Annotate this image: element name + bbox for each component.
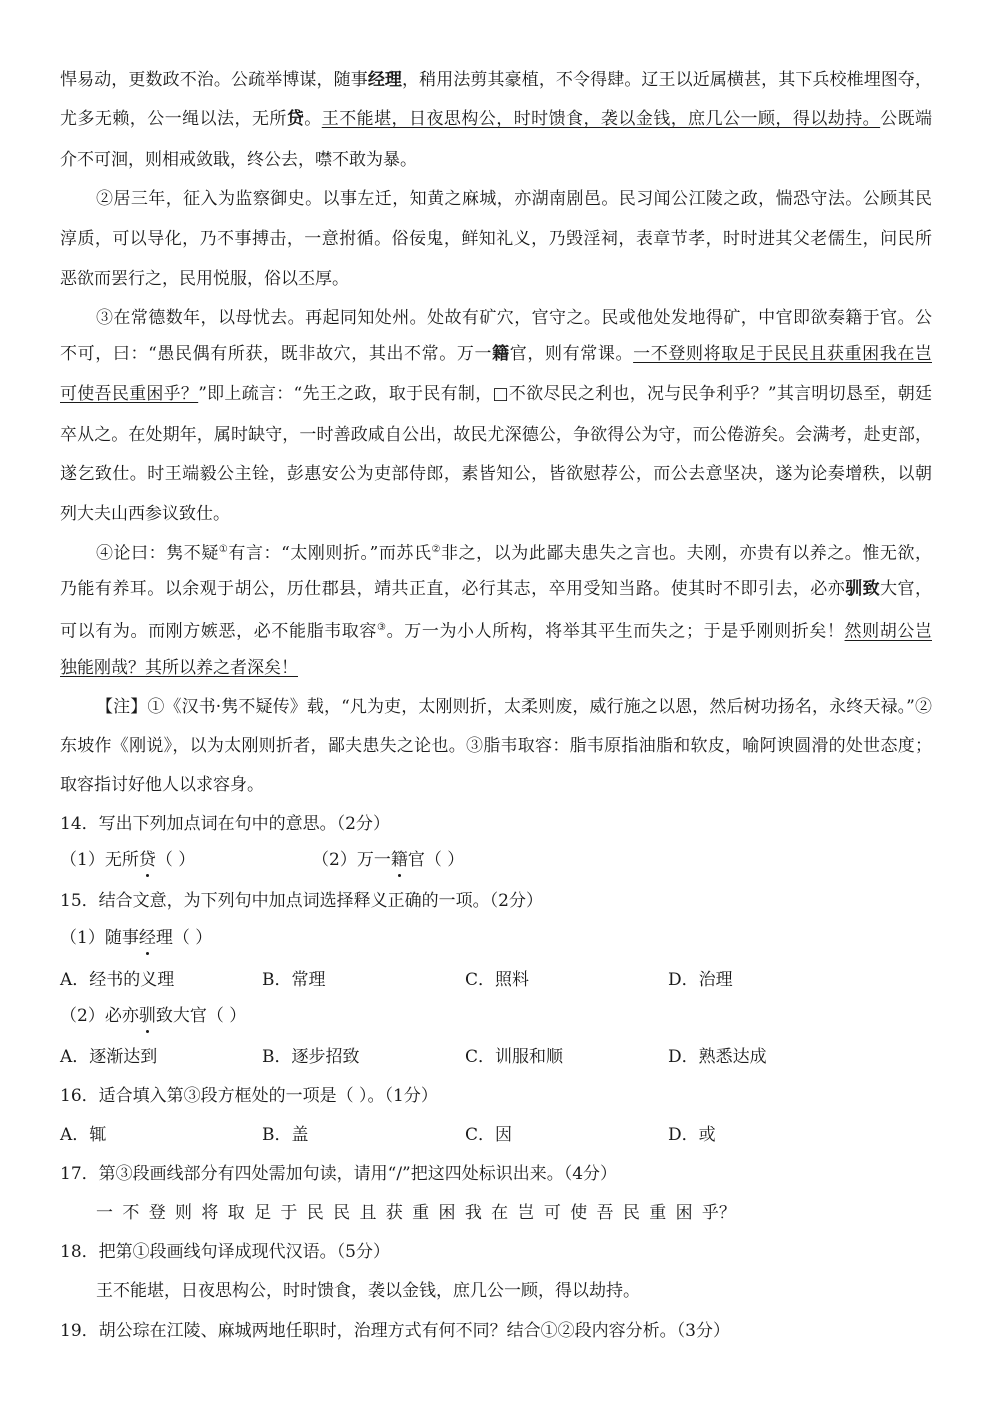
q17-char: 吾 [596, 1203, 614, 1223]
question-14-stem: 14．写出下列加点词在句中的意思。（2分） [60, 814, 390, 834]
q17-char: 且 [359, 1203, 377, 1223]
para3-line3: 可使吾民重困乎？”即上疏言：“先王之政，取于民有制，□不欲尽民之利也，况与民争利乎？”其言明切恳至，朝廷 [60, 384, 932, 404]
q17-char: 登 [148, 1203, 166, 1223]
q17-char: 一 [96, 1203, 113, 1223]
para1-line3: 介不可洄，则相戒敛戢，终公去，噤不敢为暴。 [60, 150, 417, 170]
footnote-mark: ③ [377, 622, 387, 633]
question-17-stem: 17．第③段画线部分有四处需加句读，请用“/”把这四处标识出来。（4分） [60, 1164, 618, 1184]
q15-1-option-d: D．治理 [668, 970, 733, 990]
q15-2-option-b: B．逐步招致 [262, 1047, 360, 1067]
note-line2: 东坡作《刚说》，以为太刚则折者，鄙夫患失之论也。③脂韦取容：脂韦原指油脂和软皮，喻阿谀圆滑的处世态度； [60, 736, 932, 756]
question-15-item2: （2）必亦驯致大官（ ） [60, 1006, 247, 1026]
dotted-char: 驯 [845, 579, 863, 599]
dotted-char: 驯 [138, 1006, 156, 1026]
para4-line2: 乃能有养耳。以余观于胡公，历仕郡县，靖共正直，必行其志，卒用受知当路。使其时不即引去，必亦驯致大官， [60, 579, 932, 599]
q15-1-option-a: A．经书的义理 [60, 970, 175, 990]
q17-char: 重 [412, 1203, 430, 1223]
underlined-sentence: 独能刚哉？其所以养之者深矣！ [60, 658, 298, 678]
q17-char: 民 [306, 1203, 324, 1223]
para2-line2: 淳质，可以导化，乃不事搏击，一意拊循。俗佞鬼，鲜知礼义，乃毁淫祠，表章节孝，时时进其父老儒生，问民所 [60, 229, 932, 249]
para3-line6: 列大夫山西参议致仕。 [60, 504, 230, 524]
footnote-mark: ② [431, 544, 442, 555]
para4-line4 [60, 657, 932, 679]
q15-1-option-c: C．照料 [465, 970, 530, 990]
q17-char: 在 [491, 1203, 509, 1223]
q17-char: 将 [201, 1203, 219, 1223]
dotted-char: 籍 [492, 344, 510, 364]
q17-char: 使 [570, 1203, 588, 1223]
q17-char: 不 [122, 1203, 140, 1223]
q17-char: 足 [254, 1203, 272, 1223]
q17-char: 乎？ [701, 1203, 736, 1223]
q16-option-c: C．因 [465, 1125, 513, 1145]
question-18-stem: 18．把第①段画线句译成现代汉语。（5分） [60, 1242, 390, 1262]
q17-char: 取 [227, 1203, 245, 1223]
q17-char: 民 [622, 1203, 640, 1223]
q16-option-a: A．辄 [60, 1125, 107, 1145]
para2-line1: ②居三年，征入为监察御史。以事左迁，知黄之麻城，亦湖南剧邑。民习闻公江陵之政，惴恐守法。公顾其民 [96, 189, 932, 209]
para2-line3: 恶欲而罢行之，民用悦服，俗以丕厚。 [60, 269, 349, 289]
dotted-char: 经 [138, 928, 156, 948]
q16-option-d: D．或 [668, 1125, 716, 1145]
q17-char: 可 [543, 1203, 561, 1223]
underlined-sentence: 王不能堪，日夜思构公，时时馈食，袭以金钱，庶几公一顾，得以劫持。 [321, 109, 881, 129]
underlined-sentence: 一不登则将取足于民民且获重困我在岂 [633, 344, 932, 364]
note-line3: 取容指讨好他人以求容身。 [60, 775, 264, 795]
q15-2-option-c: C．训服和顺 [465, 1047, 564, 1067]
q17-char: 于 [280, 1203, 298, 1223]
para1-line1: 悍易动，更数政不治。公疏举博谋，随事经理，稍用法剪其豪植，不令得肆。辽王以近属横甚，其下兵校椎埋图夺， [60, 70, 932, 90]
q17-char: 困 [675, 1203, 693, 1223]
para4-line1: ④论曰：隽不疑①有言：“太刚则折。”而苏氏②非之，以为此鄙夫患失之言也。夫刚，亦贵有以养之。惟无欲， [96, 543, 932, 564]
footnote-mark: ① [218, 544, 229, 555]
para4-line3: 可以有为。而刚方嫉恶，必不能脂韦取容③。万一为小人所构，将举其平生而失之；于是乎刚则折矣！然则胡公岂 [60, 621, 932, 642]
underlined-sentence: 然则胡公岂 [844, 621, 932, 642]
question-15-stem: 15．结合文意，为下列句中加点词选择释义正确的一项。（2分） [60, 891, 543, 911]
question-14-item1: （1）无所贷（ ） [60, 850, 196, 870]
underlined-sentence: 可使吾民重困乎？ [60, 384, 199, 404]
dotted-char: 贷 [138, 850, 156, 870]
para3-line2: 不可，曰：“愚民偶有所获，既非故穴，其出不常。万一籍官，则有常课。一不登则将取足于民民且获重困我在岂 [60, 344, 932, 364]
q17-char: 我 [464, 1203, 482, 1223]
q15-1-option-b: B．常理 [262, 970, 326, 990]
question-16-stem: 16．适合填入第③段方框处的一项是（ ）。（1分） [60, 1086, 438, 1106]
q17-char: 获 [385, 1203, 403, 1223]
q17-char: 困 [438, 1203, 456, 1223]
para3-line4: 卒从之。在处期年，属时缺守，一时善政咸自公出，故民尤深德公，争欲得公为守，而公倦游矣。会满考，赴吏部， [60, 425, 932, 445]
question-17-spaced-text [96, 1202, 736, 1224]
question-15-item1: （1）随事经理（ ） [60, 928, 213, 948]
para3-line1: ③在常德数年，以母忧去。再起同知处州。处故有矿穴，官守之。民或他处发地得矿，中官即欲奏籍于官。公 [96, 308, 932, 328]
question-14-item2: （2）万一籍官（ ） [312, 850, 465, 870]
q16-option-b: B．盖 [262, 1125, 309, 1145]
q17-char: 重 [649, 1203, 667, 1223]
note-line1: 【注】①《汉书·隽不疑传》载，“凡为吏，太刚则折，太柔则废，威行施之以恩，然后树功扬名，永终天禄。”② [96, 697, 932, 717]
dotted-char: 贷 [286, 109, 304, 129]
q17-char: 岂 [517, 1203, 535, 1223]
q15-2-option-a: A．逐渐达到 [60, 1047, 158, 1067]
dotted-char: 籍 [390, 850, 408, 870]
q17-char: 民 [333, 1203, 351, 1223]
q15-2-option-d: D．熟悉达成 [668, 1047, 767, 1067]
question-18-sentence: 王不能堪，日夜思构公，时时馈食，袭以金钱，庶几公一顾，得以劫持。 [96, 1281, 640, 1301]
q17-char: 则 [175, 1203, 193, 1223]
para3-line5: 遂乞致仕。时王端毅公主铨，彭惠安公为吏部侍郎，素皆知公，皆欲慰荐公，而公去意坚决，遂为论奏增秩，以朝 [60, 464, 932, 484]
para1-line2: 尤多无赖，公一绳以法，无所贷。王不能堪，日夜思构公，时时馈食，袭以金钱，庶几公一顾，得以劫持。公既端 [60, 109, 932, 129]
question-19-stem: 19．胡公琮在江陵、麻城两地任职时，治理方式有何不同？结合①②段内容分析。（3分） [60, 1321, 730, 1341]
